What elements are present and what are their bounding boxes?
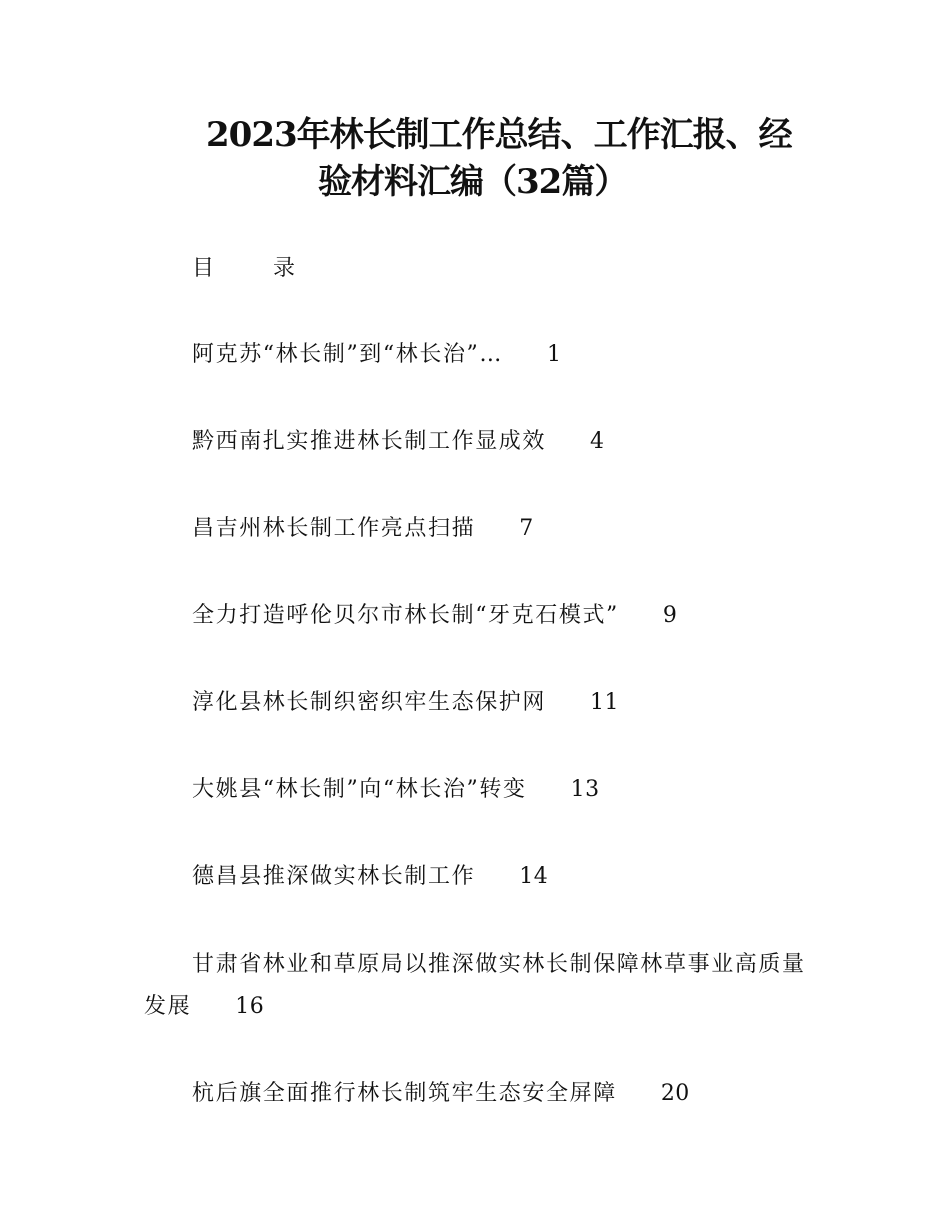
toc-entry-page: 20 <box>660 1081 690 1106</box>
toc-entry[interactable] <box>192 508 534 550</box>
toc-entry-page: 4 <box>590 429 605 454</box>
toc-entry[interactable] <box>192 595 677 637</box>
document-title <box>0 112 950 206</box>
toc-entry-page: 1 <box>547 342 562 367</box>
toc-entry-page: 11 <box>590 690 620 715</box>
toc-entry[interactable] <box>192 682 619 724</box>
toc-entry-page: 16 <box>235 994 265 1019</box>
toc-entry-title: 甘肃省林业和草原局以推深做实林长制保障林草事业高质量发展 <box>144 952 806 1019</box>
toc-entry-page: 14 <box>519 864 549 889</box>
title-line-1: 2023年林长制工作总结、工作汇报、经 <box>206 115 792 155</box>
toc-entry[interactable] <box>192 421 605 463</box>
toc-heading: 目 录 <box>192 256 321 281</box>
toc-entry-title: 淳化县林长制织密织牢生态保护网 <box>192 690 547 715</box>
toc-entry[interactable] <box>144 944 819 1028</box>
toc-entry[interactable] <box>192 856 548 898</box>
toc-entry-page: 9 <box>662 603 678 628</box>
toc-entry-title: 全力打造呼伦贝尔市林长制“牙克石模式” <box>192 603 619 628</box>
toc-entry-title: 杭后旗全面推行林长制筑牢生态安全屏障 <box>192 1081 617 1106</box>
toc-entry-title: 昌吉州林长制工作亮点扫描 <box>192 516 476 541</box>
toc-entry-page: 13 <box>570 777 600 802</box>
toc-entry-title: 德昌县推深做实林长制工作 <box>192 864 476 889</box>
toc-entry[interactable] <box>192 1073 690 1115</box>
toc-entry[interactable] <box>192 769 600 811</box>
toc-entry-title: 黔西南扎实推进林长制工作显成效 <box>192 429 547 454</box>
toc-entry-title: 阿克苏“林长制”到“林长治”… <box>192 342 503 367</box>
toc-entry[interactable] <box>192 334 562 376</box>
title-line-2: 验材料汇编（32篇） <box>318 162 628 202</box>
toc-entry-title: 大姚县“林长制”向“林长治”转变 <box>192 777 527 802</box>
toc-entry-page: 7 <box>519 516 534 541</box>
